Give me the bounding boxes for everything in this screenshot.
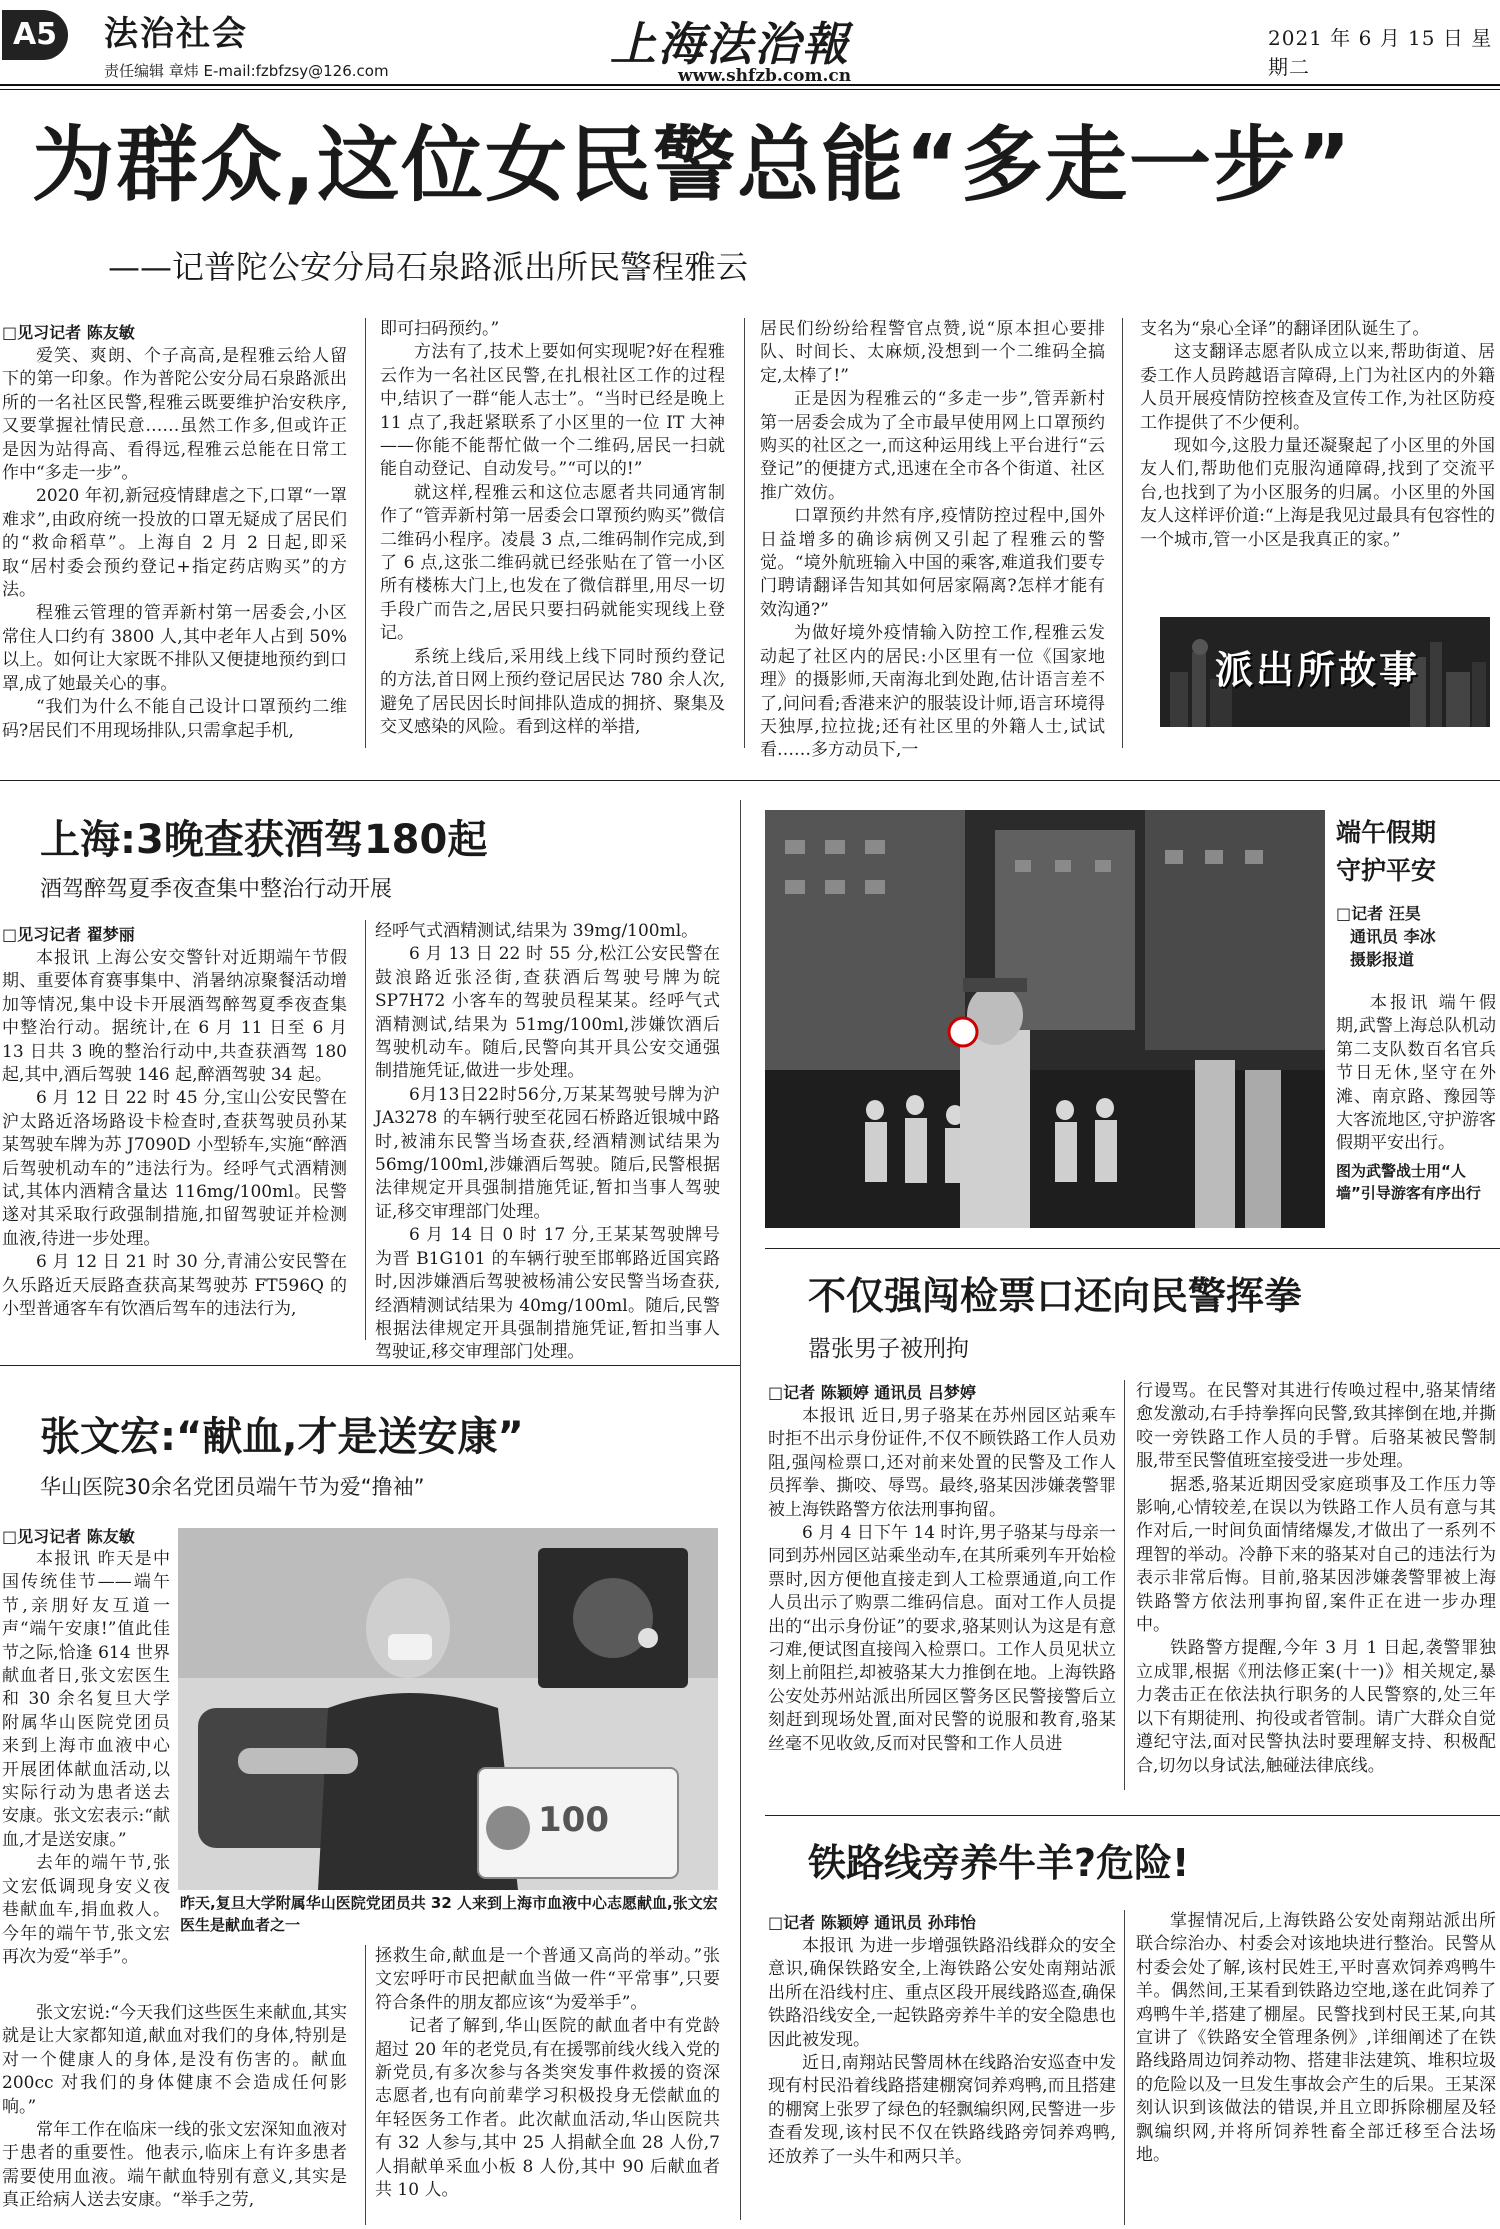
railway-cattle-headline: 铁路线旁养牛羊?危险! bbox=[808, 1841, 1190, 1885]
holiday-body: 本报讯 端午假期,武警上海总队机动第二支队数百名官兵节日无休,坚守在外滩、南京路、豫园等大客流地区,守护游客假期平安出行。 bbox=[1336, 993, 1496, 1154]
section-title: 法治社会 bbox=[104, 14, 248, 54]
blood-column-1-lower: 张文宏说:“今天我们这些医生来献血,其实就是让大家都知道,献血对我们的身体,特别是对一个健康人的身体,是没有伤害的。献血 200cc 对我们的身体健康不会造成任何影响。” 常年工作在临床一线的张文宏深知血液对于患者的重要性。他表示,临床上有许多患者需要使用血液。端午献血特别有意义,其实是真正给病人送去安康。“举手之劳, bbox=[2, 2003, 347, 2211]
holiday-credits: □记者 汪昊 通讯员 李冰 摄影报道 bbox=[1336, 904, 1436, 969]
blood-photo bbox=[178, 1528, 718, 1890]
page-number: A5 bbox=[2, 10, 68, 60]
railway-assault-subtitle: 嚣张男子被刑拘 bbox=[808, 1336, 969, 1362]
blood-subtitle: 华山医院30余名党团员端午节为爱“撸袖” bbox=[40, 1475, 425, 1499]
railway-cattle-byline: □记者 陈颖婷 通讯员 孙玮怡 bbox=[768, 1913, 976, 1932]
lead-column-3: 居民们纷纷给程警官点赞,说“原本担心要排队、时间长、太麻烦,没想到一个二维码全搞定,太棒了!” 正是因为程雅云的“多走一步”,管弄新村第一居委会成为了全市最早使用网上口罩预约购买的社区之一,而这种运用线上平台进行“云登记”的便捷方式,迅速在全市各个街道、社区推广效仿。 口罩预约井然有序,疫情防控过程中,国外日益增多的确诊病例又引起了程雅云的警觉。“境外航班输入中国的乘客,难道我们要专门聘请翻译告知其如何居家隔离?怎样才能有效沟通?” 为做好境外疫情输入防控工作,程雅云发动起了社区内的居民:小区里有一位《国家地理》的摄影师,天南海北到处跑,估计语言差不了,问问看;香港来沪的服装设计师,语言环境得天独厚,拉拉拢;还有社区里的外籍人士,试试看……多方动员下,一 bbox=[760, 319, 1105, 761]
header-rule-thin bbox=[0, 89, 1500, 90]
header-rule bbox=[0, 84, 1500, 86]
dateline: 2021 年 6 月 15 日 星期二 bbox=[1268, 26, 1493, 79]
railway-cattle-column-1: 本报讯 为进一步增强铁路沿线群众的安全意识,确保铁路安全,上海铁路公安处南翔站派出所在沿线村庄、重点区段开展线路巡查,确保铁路沿线安全,一起铁路旁养牛羊的安全隐患也因此被发现。 近日,南翔站民警周林在线路治安巡查中发现有村民沿着线路搭建棚窝饲养鸡鸭,而且搭建的棚窝上张罗了绿色的轻飘编织网,民警进一步查看发现,该村民不仅在铁路线路旁饲养鸡鸭,还放养了一头牛和两只羊。 bbox=[768, 1936, 1116, 2167]
centenary-badge: 100 bbox=[538, 1800, 609, 1840]
railway-cattle-column-2: 掌握情况后,上海铁路公安处南翔站派出所联合综治办、村委会对该地块进行整治。民警从村委会处了解,该村民姓王,平时喜欢饲养鸡鸭牛羊。偶然间,王某看到铁路边空地,遂在此饲养了鸡鸭牛羊,搭建了棚屋。民警找到村民王某,向其宣讲了《铁路安全管理条例》,详细阐述了在铁路线路周边饲养动物、搭建非法建筑、堆积垃圾的危险以及一旦发生事故会产生的后果。王某深刻认识到该做法的错误,并且立即拆除棚屋及轻飘编织网,并将所饲养牲畜全部迁移至合法场地。 bbox=[1136, 1911, 1496, 2166]
blood-byline: □见习记者 陈友敏 bbox=[2, 1527, 135, 1546]
lead-headline: 为群众,这位女民警总能“多走一步” bbox=[32, 118, 1353, 213]
railway-assault-column-2: 行谩骂。在民警对其进行传唤过程中,骆某情绪愈发激动,右手持拳挥向民警,致其摔倒在地,并撕咬一旁铁路工作人员的手臂。后骆某被民警制服,带至民警值班室接受进一步处理。 据悉,骆某近期因受家庭琐事及工作压力等影响,心情较差,在误以为铁路工作人员有意与其作对后,一时间负面情绪爆发,才做出了一系列不理智的举动。冷静下来的骆某对自己的违法行为表示非常后悔。目前,骆某因涉嫌袭警罪被上海铁路警方依法刑事拘留,案件正在进一步办理中。 铁路警方提醒,今年 3 月 1 日起,袭警罪独立成罪,根据《刑法修正案(十一)》相关规定,暴力袭击正在依法执行职务的人民警察的,处三年以下有期徒刑、拘役或者管制。请广大群众自觉遵纪守法,面对民警执法时要理解支持、积极配合,切勿以身试法,触碰法律底线。 bbox=[1136, 1381, 1496, 1776]
masthead: 上海法治報 bbox=[610, 17, 850, 71]
blood-caption: 昨天,复旦大学附属华山医院党团员共 32 人来到上海市血液中心志愿献血,张文宏医生是献血者之一 bbox=[180, 1894, 718, 1934]
doctor-donating-blood-photo bbox=[178, 1528, 718, 1890]
column-banner bbox=[1160, 617, 1490, 727]
drunk-column-2: 经呼气式酒精测试,结果为 39mg/100ml。 6 月 13 日 22 时 55 分,松江公安民警在鼓浪路近张泾街,查获酒后驾驶号牌为皖 SP7H72 小客车的驾驶员程某某。经呼气式酒精测试,结果为 51mg/100ml,涉嫌饮酒后驾驶机动车。随后,民警向其开具公安交通强制措施凭证,做进一步处理。 6月13日22时56分,万某某驾驶号牌为沪 JA3278 的车辆行驶至花园石桥路近银城中路时,被浦东民警当场查获,经酒精测试结果为 56mg/100ml,涉嫌酒后驾驶。随后,民警根据法律规定开具强制措施凭证,暂扣当事人驾驶证,移交审理部门处理。 6 月 14 日 0 时 17 分,王某某驾驶牌号为晋 B1G101 的车辆行驶至邯郸路近国宾路时,因涉嫌酒后驾驶被杨浦公安民警当场查获,经酒精测试结果为 40mg/100ml。随后,民警根据法律规定开具强制措施凭证,暂扣当事人驾驶证,移交审理部门处理。 bbox=[375, 921, 720, 1363]
drunk-headline: 上海:3晚查获酒驾180起 bbox=[40, 817, 488, 863]
drunk-subtitle: 酒驾醉驾夏季夜查集中整治行动开展 bbox=[40, 877, 393, 902]
lead-column-4: 支名为“泉心全译”的翻译团队诞生了。 这支翻译志愿者队成立以来,帮助街道、居委工作人员跨越语言障碍,上门为社区内的外籍人员开展疫情防控核查及宣传工作,为社区防疫工作提供了不少便利。 现如今,这股力量还凝聚起了小区里的外国友人们,帮助他们克服沟通障碍,找到了交流平台,也找到了为小区服务的归属。小区里的外国友人这样评价道:“上海是我见过最具有包容性的一个城市,管一小区是我真正的家。” bbox=[1140, 319, 1495, 550]
drunk-column-1: 本报讯 上海公安交警针对近期端午节假期、重要体育赛事集中、消暑纳凉聚餐活动增加等情况,集中设卡开展酒驾醉驾夏季夜查集中整治行动。据统计,在 6 月 11 日至 6 月 13 日共 3 晚的整治行动中,共查获酒驾 180 起,其中,酒后驾驶 146 起,醉酒驾驶 34 起。 6 月 12 日 22 时 45 分,宝山公安民警在沪太路近洛场路设卡检查时,查获驾驶员孙某某驾驶车牌为苏 J7090D 小型轿车,实施“醉酒后驾驶机动车的”违法行为。经呼气式酒精测试,其体内酒精含量达 116mg/100ml。民警遂对其采取行政强制措施,扣留驾驶证并检测血液,待进一步处理。 6 月 12 日 21 时 30 分,青浦公安民警在久乐路近天辰路查获高某驾驶苏 FT596Q 的小型普通客车有饮酒后驾车的违法行为, bbox=[2, 948, 347, 1320]
lead-byline: □见习记者 陈友敏 bbox=[2, 323, 135, 342]
lead-column-2: 即可扫码预约。” 方法有了,技术上要如何实现呢?好在程雅云作为一名社区民警,在扎根社区工作的过程中,结识了一群“能人志士”。“当时已经是晚上 11 点了,我赶紧联系了小区里的一位 IT 大神——你能不能帮忙做一个二维码,居民一扫就能自动登记、自动发号。”“可以的!” 就这样,程雅云和这位志愿者共同通宵制作了“管弄新村第一居委会口罩预约购买”微信二维码小程序。凌晨 3 点,二维码制作完成,到了 6 点,这张二维码就已经张贴在了管一小区所有楼栋大门上,也发在了微信群里,用尽一切手段广而告之,居民只要扫码就能实现线上登记。 系统上线后,采用线上线下同时预约登记的方法,首日网上预约登记居民达 780 余人次,避免了居民因长时间排队造成的拥挤、聚集及交叉感染的风险。看到这样的举措, bbox=[380, 319, 725, 737]
drunk-byline: □见习记者 翟梦丽 bbox=[2, 925, 135, 944]
lead-column-1: 爱笑、爽朗、个子高高,是程雅云给人留下的第一印象。作为普陀公安分局石泉路派出所的一名社区民警,程雅云既要维护治安秩序,又要掌握社情民意……虽然工作多,但或许正是因为站得高、看得远,程雅云总能在日常工作中“多走一步”。 2020 年初,新冠疫情肆虐之下,口罩“一罩难求”,由政府统一投放的口罩无疑成了居民们的“救命稻草”。上海自 2 月 2 日起,即采取“居村委会预约登记+指定药店购买”的方法。 程雅云管理的管弄新村第一居委会,小区常住人口约有 3800 人,其中老年人占到 50%以上。如何让大家既不排队又便捷地预约到口罩,成了她最关心的事。 “我们为什么不能自己设计口罩预约二维码?居民们不用现场排队,只需拿起手机, bbox=[2, 346, 347, 741]
railway-assault-column-1: 本报讯 近日,男子骆某在苏州园区站乘车时拒不出示身份证件,不仅不顾铁路工作人员劝阻,强闯检票口,还对前来处置的民警及工作人员挥拳、撕咬、辱骂。最终,骆某因涉嫌袭警罪被上海铁路警方依法刑事拘留。 6 月 4 日下午 14 时许,男子骆某与母亲一同到苏州园区站乘坐动车,在其所乘列车开始检票时,因方便他直接走到人工检票通道,向工作人员出示了购票二维码信息。面对工作人员提出的“出示身份证”的要求,骆某则认为这是有意刁难,便试图直接闯入检票口。工作人员见状立刻上前阻拦,却被骆某大力推倒在地。上海铁路公安处苏州站派出所园区警务区民警接警后立刻赶到现场处置,面对民警的说服和教育,骆某丝毫不见收敛,反而对民警和工作人员进 bbox=[768, 1406, 1116, 1754]
holiday-photo bbox=[765, 810, 1325, 1228]
blood-column-2: 拯救生命,献血是一个普通又高尚的举动。”张文宏呼吁市民把献血当做一件“平常事”,只要符合条件的朋友都应该“为爱举手”。 记者了解到,华山医院的献血者中有党龄超过 20 年的老党员,有在援鄂前线火线入党的新党员,有多次参与各类突发事件救援的资深志愿者,也有向前辈学习积极投身无偿献血的年轻医务工作者。此次献血活动,华山医院共有 32 人参与,其中 25 人捐献全血 28 人份,7 人捐献单采血小板 8 人份,其中 90 后献血者共 10 人。 bbox=[375, 1946, 720, 2201]
editor-line: 责任编辑 章炜 E-mail:fzbfzsy@126.com bbox=[104, 62, 389, 80]
blood-headline: 张文宏:“献血,才是送安康” bbox=[40, 1414, 524, 1460]
website: www.shfzb.com.cn bbox=[678, 66, 852, 86]
railway-assault-byline: □记者 陈颖婷 通讯员 吕梦婷 bbox=[768, 1383, 976, 1402]
blood-narrow-column: 本报讯 昨天是中国传统佳节——端午节,亲朋好友互道一声“端午安康!”值此佳节之际,恰逢 614 世界献血者日,张文宏医生和 30 余名复旦大学附属华山医院党团员来到上海市血液中心开展团体献血活动,以实际行动为患者送去安康。张文宏表示:“献血,才是送安康。” 去年的端午节,张文宏低调现身安义夜巷献血车,捐血救人。今年的端午节,张文宏再次为爱“举手”。 bbox=[2, 1549, 170, 1967]
holiday-headline: 端午假期 守护平安 bbox=[1336, 818, 1437, 885]
railway-assault-headline: 不仅强闯检票口还向民警挥拳 bbox=[808, 1274, 1303, 1318]
lead-subtitle: ——记普陀公安分局石泉路派出所民警程雅云 bbox=[108, 248, 749, 286]
holiday-caption: 图为武警战士用“人墙”引导游客有序出行 bbox=[1336, 1162, 1481, 1202]
banner-title: 派出所故事 bbox=[1215, 648, 1421, 692]
armed-police-street-photo bbox=[765, 810, 1325, 1228]
